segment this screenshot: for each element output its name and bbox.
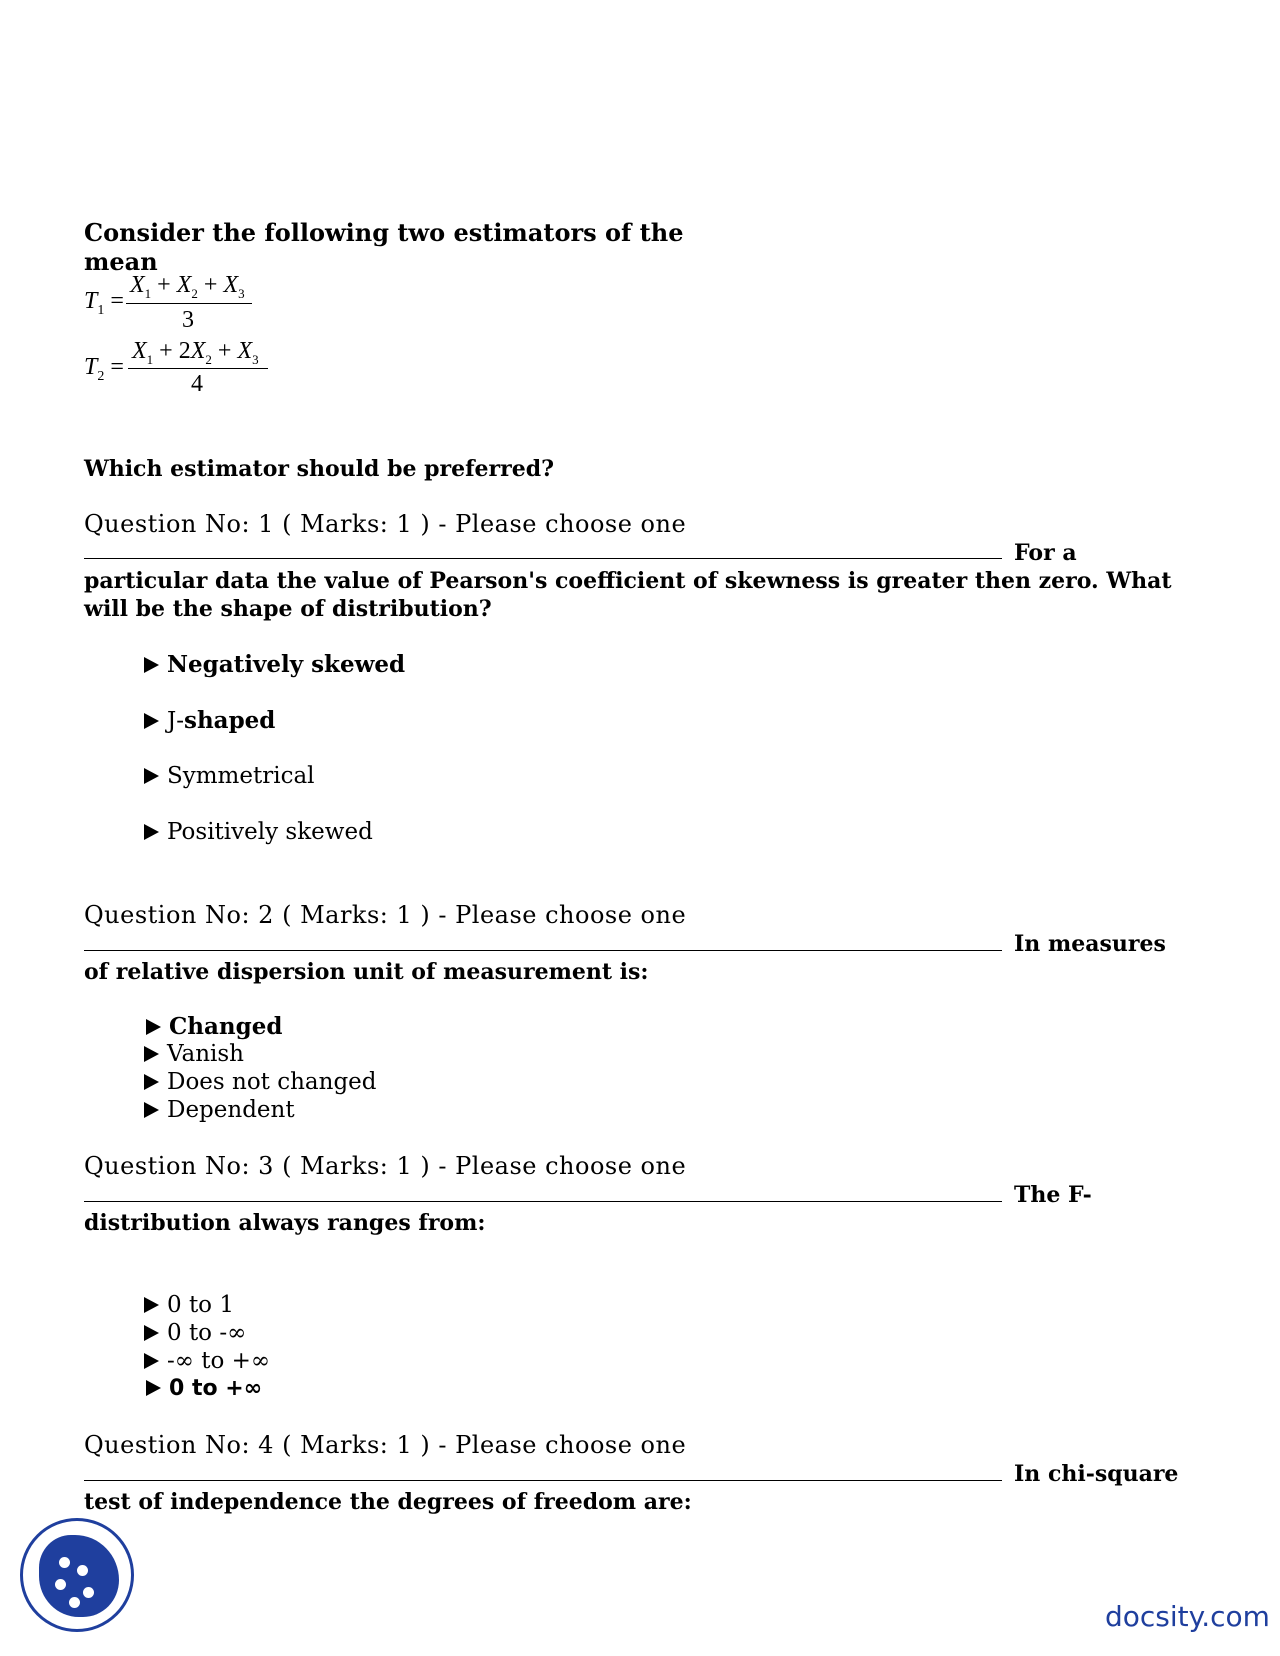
triangle-bullet-icon (144, 1102, 159, 1118)
question-1-header: Question No: 1 ( Marks: 1 ) - Please choose one (84, 510, 687, 538)
cut-off-text: Consider the following two estimators of the mean (84, 218, 684, 276)
option-does-not-changed[interactable]: Does not changed (144, 1069, 377, 1095)
option-0-to-1[interactable]: 0 to 1 (144, 1292, 234, 1318)
question-1-text: particular data the value of Pearson's coefficient of skewness is greater then zero. What (84, 568, 1172, 594)
option-j-shaped[interactable]: J-shaped (144, 707, 275, 734)
question-1-lead: For a (1014, 540, 1077, 566)
triangle-bullet-icon (146, 1380, 161, 1396)
triangle-bullet-icon (144, 824, 159, 840)
triangle-bullet-icon (146, 1019, 161, 1035)
question-4-header: Question No: 4 ( Marks: 1 ) - Please choose one (84, 1431, 687, 1459)
divider (84, 1201, 1002, 1202)
formula-t2-denominator: 4 (191, 371, 203, 397)
option-0-to-neg-infinity[interactable]: 0 to -∞ (144, 1320, 246, 1346)
divider (84, 950, 1002, 951)
intro-question: Which estimator should be preferred? (84, 456, 555, 482)
triangle-bullet-icon (144, 1353, 159, 1369)
question-3-text: distribution always ranges from: (84, 1210, 486, 1236)
triangle-bullet-icon (144, 1297, 159, 1313)
triangle-bullet-icon (144, 657, 159, 673)
option-0-to-pos-infinity[interactable]: 0 to +∞ (146, 1376, 262, 1401)
question-3-header: Question No: 3 ( Marks: 1 ) - Please choose one (84, 1152, 687, 1180)
question-2-lead: In measures (1014, 931, 1166, 957)
question-2-text: of relative dispersion unit of measurement is: (84, 959, 649, 985)
option-neg-inf-to-pos-inf[interactable]: -∞ to +∞ (144, 1348, 270, 1374)
docsity-brand-link[interactable]: docsity.com (1105, 1600, 1270, 1633)
formula-t1-denominator: 3 (182, 307, 194, 333)
docsity-logo-icon[interactable] (20, 1518, 134, 1632)
triangle-bullet-icon (144, 713, 159, 729)
triangle-bullet-icon (144, 1074, 159, 1090)
divider (84, 1480, 1002, 1481)
option-symmetrical[interactable]: Symmetrical (144, 763, 315, 789)
triangle-bullet-icon (144, 1046, 159, 1062)
triangle-bullet-icon (144, 1325, 159, 1341)
option-positively-skewed[interactable]: Positively skewed (144, 819, 373, 845)
triangle-bullet-icon (144, 768, 159, 784)
question-1-text-cont: will be the shape of distribution? (84, 596, 492, 622)
option-dependent[interactable]: Dependent (144, 1097, 295, 1123)
option-changed[interactable]: Changed (146, 1013, 282, 1040)
question-2-header: Question No: 2 ( Marks: 1 ) - Please choose one (84, 901, 687, 929)
question-4-text: test of independence the degrees of freedom are: (84, 1489, 692, 1515)
option-vanish[interactable]: Vanish (144, 1041, 244, 1067)
option-negatively-skewed[interactable]: Negatively skewed (144, 651, 405, 678)
divider (84, 558, 1002, 559)
question-4-lead: In chi-square (1014, 1461, 1179, 1487)
question-3-lead: The F- (1014, 1182, 1092, 1208)
